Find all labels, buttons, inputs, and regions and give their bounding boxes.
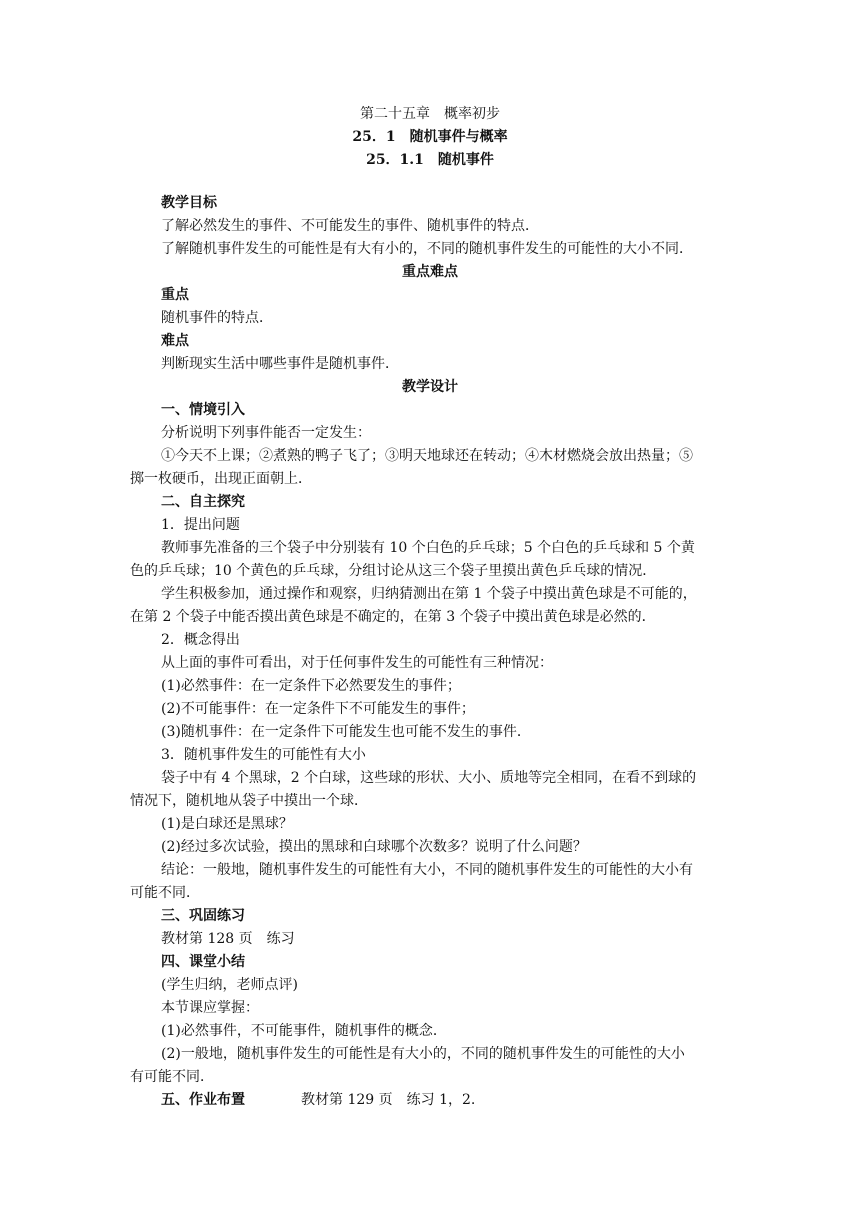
definition-certain-event: (1)必然事件：在一定条件下必然要发生的事件； xyxy=(161,678,461,694)
document-body xyxy=(130,103,730,1112)
section-3-title: 三、巩固练习 xyxy=(161,908,245,924)
design-heading: 教学设计 xyxy=(402,379,458,395)
difficulty-label: 难点 xyxy=(161,333,189,349)
section-1-intro: 分析说明下列事件能否一定发生： xyxy=(161,425,371,441)
part-2-title: 2．概念得出 xyxy=(161,632,240,648)
part-3-question-2: (2)经过多次试验，摸出的黑球和白球哪个次数多？说明了什么问题？ xyxy=(161,839,587,855)
section-2-title: 二、自主探究 xyxy=(161,494,245,510)
part-3-title: 3．随机事件发生的可能性有大小 xyxy=(161,747,366,763)
summary-item-1: (1)必然事件，不可能事件，随机事件的概念． xyxy=(161,1023,447,1039)
part-3-conclusion-2: 可能不同． xyxy=(130,885,200,901)
part-1-text-1: 教师事先准备的三个袋子中分别装有 10 个白色的乒乓球；5 个白色的乒乓球和 5 个黄 xyxy=(161,540,695,556)
goal-item-2: 了解随机事件发生的可能性是有大有小的，不同的随机事件发生的可能性的大小不同． xyxy=(161,241,693,257)
part-1-text-3: 学生积极参加，通过操作和观察，归纳猜测出在第 1 个袋子中摸出黄色球是不可能的， xyxy=(161,586,697,602)
part-1-title: 1．提出问题 xyxy=(161,517,240,533)
difficulty-text: 判断现实生活中哪些事件是随机事件． xyxy=(161,356,399,372)
part-3-text-2: 情况下，随机地从袋子中摸出一个球． xyxy=(130,793,368,809)
part-3-conclusion-1: 结论：一般地，随机事件发生的可能性有大小，不同的随机事件发生的可能性的大小有 xyxy=(161,862,693,878)
summary-item-2-line-2: 有可能不同． xyxy=(130,1069,214,1085)
section-5-text: 教材第 129 页 练习 1，2. xyxy=(301,1092,476,1108)
section-4-note: (学生归纳，老师点评) xyxy=(161,977,298,993)
section-1-list-line-1: ①今天不上课；②煮熟的鸭子飞了；③明天地球还在转动；④木材燃烧会放出热量；⑤ xyxy=(161,448,693,464)
section-4-title: 四、课堂小结 xyxy=(161,954,245,970)
focus-label: 重点 xyxy=(161,287,189,303)
section-5-row xyxy=(130,1089,730,1112)
part-2-intro: 从上面的事件可看出，对于任何事件发生的可能性有三种情况： xyxy=(161,655,553,671)
key-points-heading: 重点难点 xyxy=(402,264,458,280)
section-4-intro: 本节课应掌握： xyxy=(161,1000,259,1016)
focus-text: 随机事件的特点． xyxy=(161,310,273,326)
chapter-title: 第二十五章 概率初步 xyxy=(360,106,500,122)
section-3-text: 教材第 128 页 练习 xyxy=(161,931,295,947)
section-title: 25．1 随机事件与概率 xyxy=(352,129,508,145)
part-3-text-1: 袋子中有 4 个黑球，2 个白球，这些球的形状、大小、质地等完全相同，在看不到球的 xyxy=(161,770,697,786)
section-1-title: 一、情境引入 xyxy=(161,402,245,418)
section-5-title: 五、作业布置 xyxy=(161,1092,245,1108)
part-3-question-1: (1)是白球还是黑球？ xyxy=(161,816,293,832)
spacer xyxy=(130,172,730,192)
part-1-text-4: 在第 2 个袋子中能否摸出黄色球是不确定的，在第 3 个袋子中摸出黄色球是必然的． xyxy=(130,609,656,625)
section-1-list-line-2: 掷一枚硬币，出现正面朝上． xyxy=(130,471,312,487)
subsection-title: 25．1.1 随机事件 xyxy=(366,152,494,168)
part-1-text-2: 色的乒乓球；10 个黄色的乒乓球，分组讨论从这三个袋子里摸出黄色乒乓球的情况． xyxy=(130,563,657,579)
goal-item-1: 了解必然发生的事件、不可能发生的事件、随机事件的特点． xyxy=(161,218,539,234)
summary-item-2-line-1: (2)一般地，随机事件发生的可能性是有大小的，不同的随机事件发生的可能性的大小 xyxy=(161,1046,685,1062)
definition-random-event: (3)随机事件：在一定条件下可能发生也可能不发生的事件． xyxy=(161,724,531,740)
goals-heading: 教学目标 xyxy=(161,195,217,211)
definition-impossible-event: (2)不可能事件：在一定条件下不可能发生的事件； xyxy=(161,701,475,717)
